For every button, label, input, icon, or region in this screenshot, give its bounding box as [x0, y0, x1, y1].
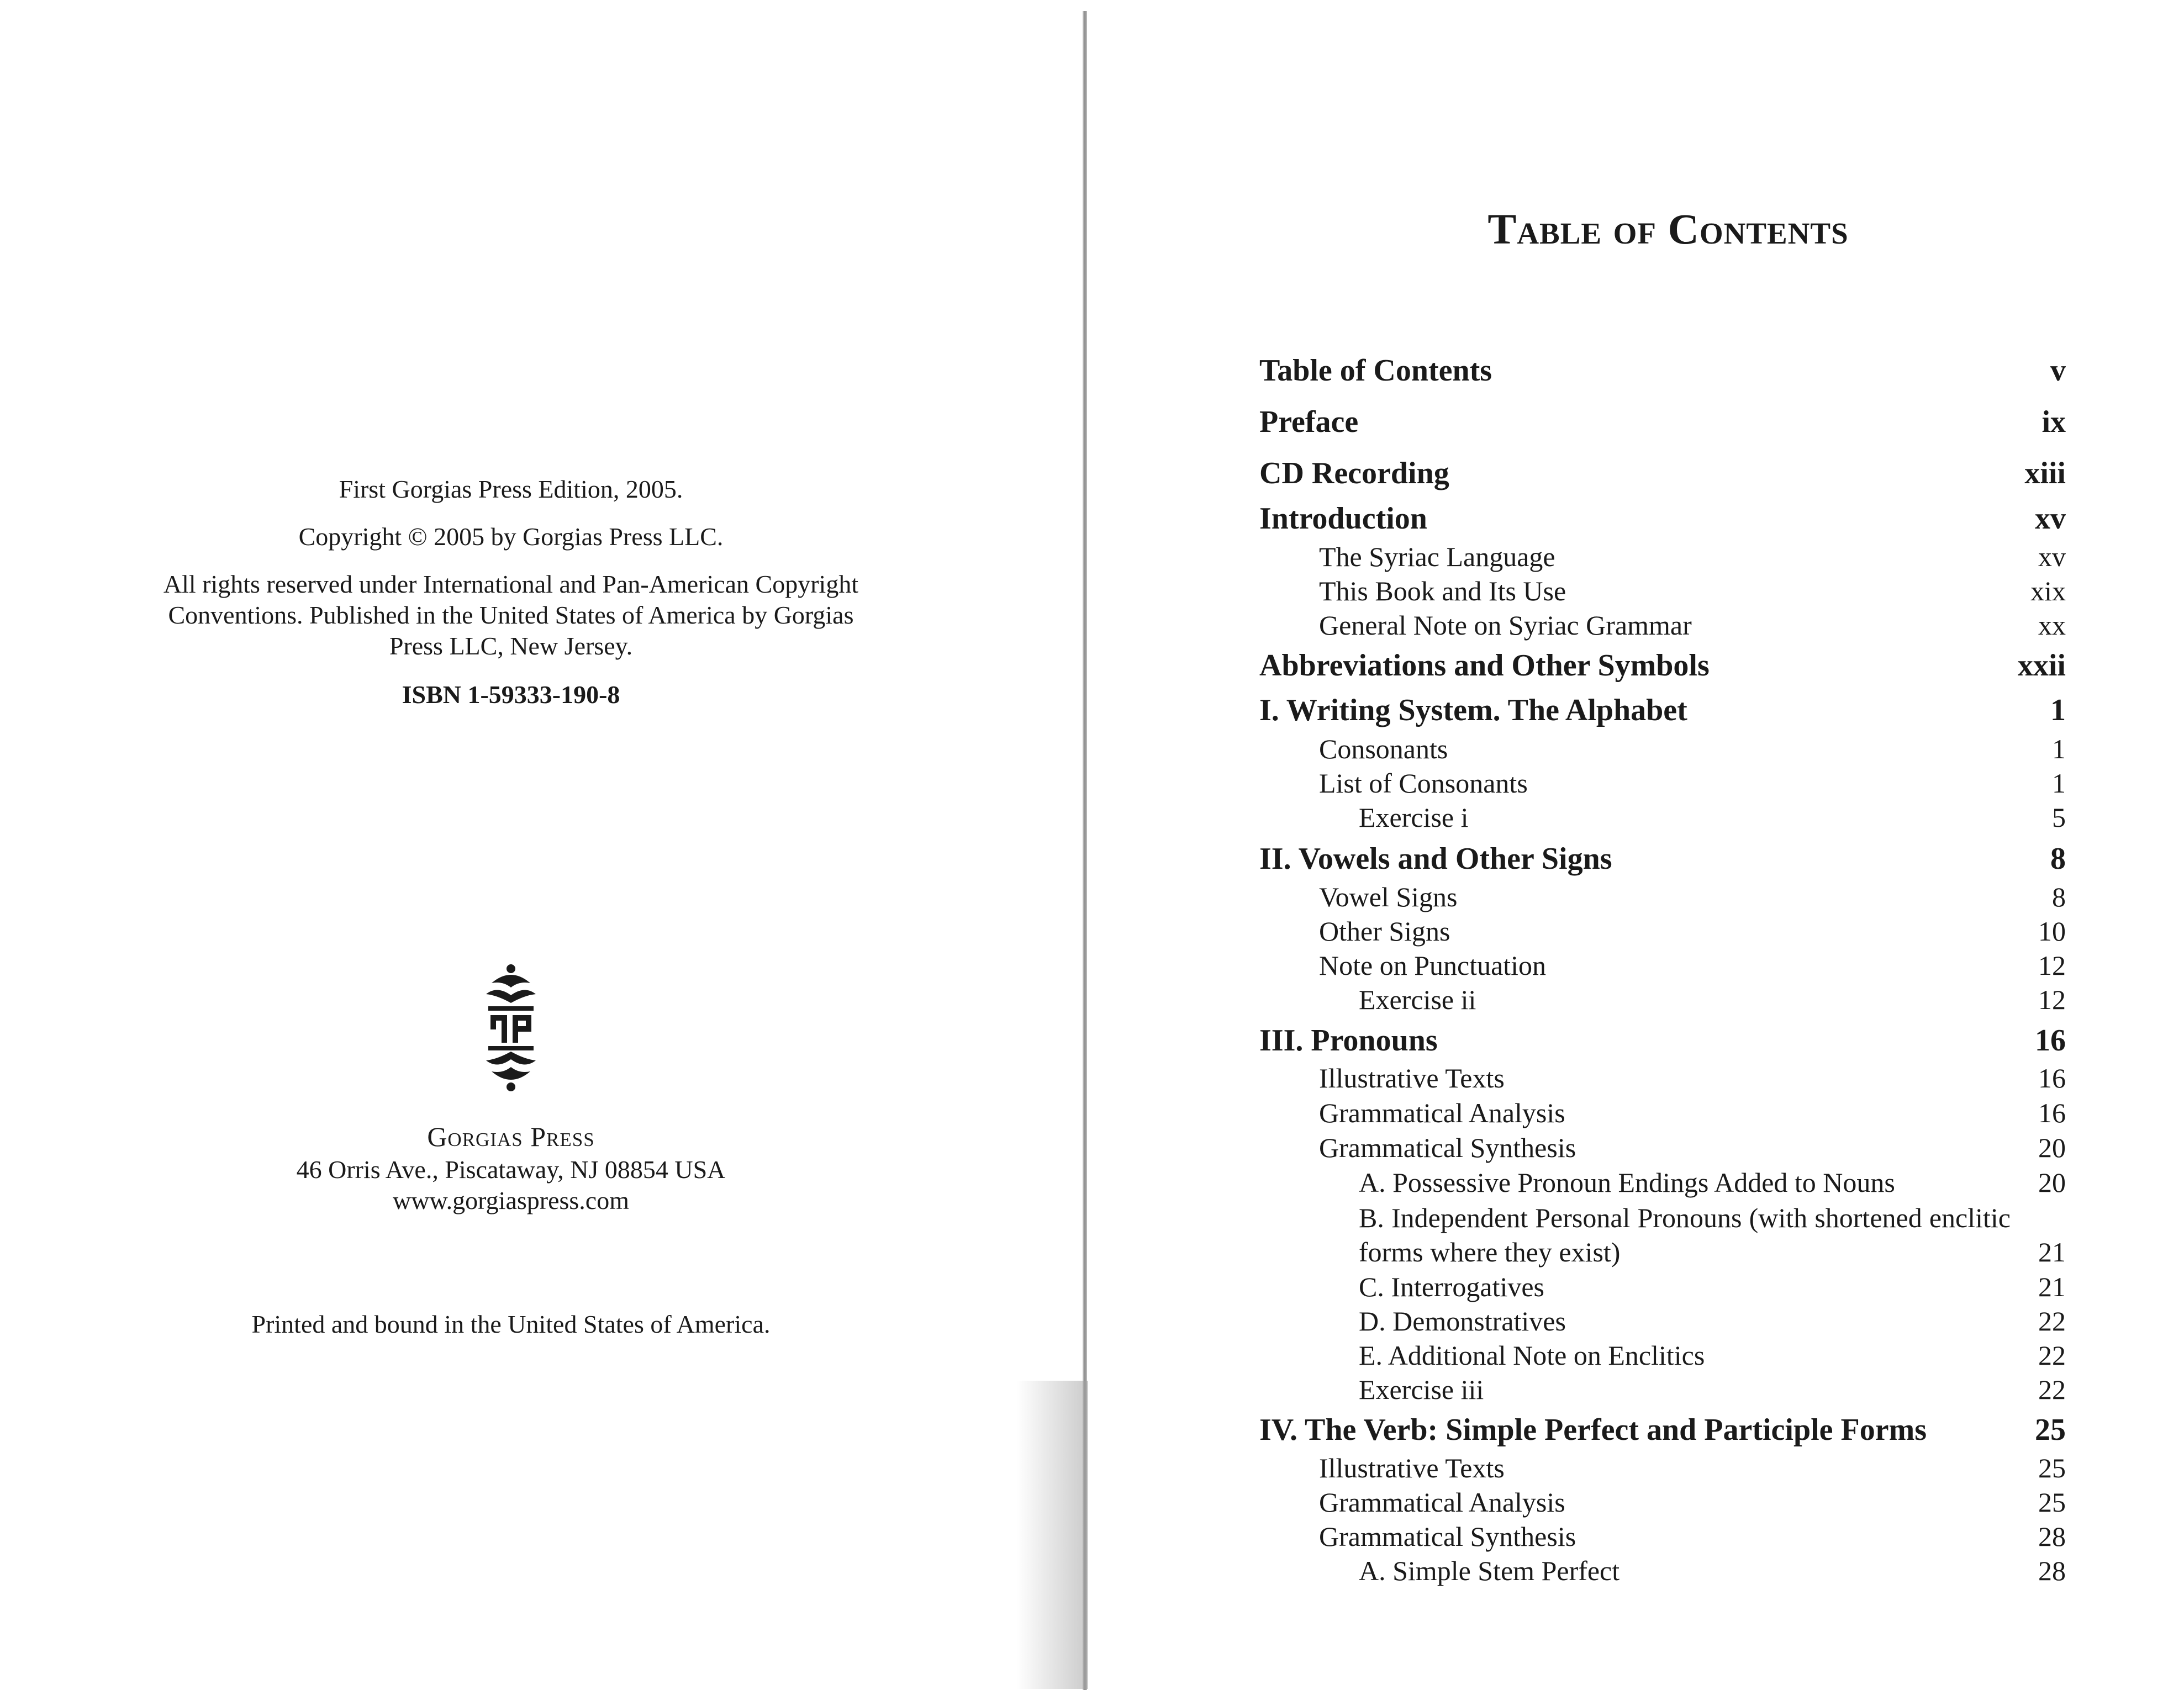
toc-entry-page: 20 — [2038, 1167, 2066, 1198]
toc-entry — [1259, 880, 2066, 915]
isbn: ISBN 1-59333-190-8 — [402, 680, 620, 709]
toc-entry-page: v — [2050, 353, 2066, 388]
toc-entry — [1259, 949, 2066, 983]
toc-entry — [1259, 1131, 2066, 1165]
toc-entry-label: C. Interrogatives — [1359, 1271, 1545, 1302]
toc-entry-label: Exercise ii — [1359, 984, 1476, 1015]
toc-entry-page: xx — [2038, 610, 2066, 641]
toc-entry — [1259, 801, 2066, 835]
toc-entry-page: 8 — [2052, 881, 2066, 912]
toc-entry — [1259, 648, 2066, 683]
toc-entry — [1259, 1305, 2066, 1339]
toc-entry — [1259, 1339, 2066, 1373]
toc-entry-label: Grammatical Analysis — [1319, 1487, 1565, 1518]
toc-entry — [1259, 574, 2066, 609]
page-title: Table of Contents — [1487, 205, 1849, 253]
toc-entry-page: 12 — [2038, 950, 2066, 981]
toc-entry-page: xiii — [2024, 456, 2066, 490]
toc-entry — [1259, 1270, 2066, 1305]
rights-line: Press LLC, New Jersey. — [389, 632, 633, 660]
toc-entry — [1259, 1166, 2066, 1200]
toc-entry-label: I. Writing System. The Alphabet — [1259, 693, 1687, 727]
toc-entry-label: Note on Punctuation — [1319, 950, 1547, 981]
rights-notice — [99, 569, 922, 662]
toc-entry-page: 22 — [2038, 1340, 2066, 1371]
toc-entry-label: Illustrative Texts — [1319, 1063, 1505, 1094]
toc-entry-label: Exercise iii — [1359, 1374, 1484, 1405]
toc-entry — [1259, 842, 2066, 876]
toc-entry-page: xv — [2035, 501, 2066, 536]
toc-entry-label: List of Consonants — [1319, 768, 1528, 799]
toc-entry-label: Vowel Signs — [1319, 881, 1458, 912]
toc-entry-page: 16 — [2038, 1063, 2066, 1094]
toc-entry-page: 28 — [2038, 1521, 2066, 1552]
toc-entry-label: II. Vowels and Other Signs — [1259, 842, 1612, 876]
toc-entry-page: 12 — [2038, 984, 2066, 1015]
toc-entry — [1259, 540, 2066, 574]
toc-entry — [1259, 1486, 2066, 1520]
toc-entry-label: B. Independent Personal Pronouns (with shortened enclitic forms where they exist) — [1359, 1202, 2011, 1268]
toc-entry — [1259, 501, 2066, 536]
toc-entry-label: Exercise i — [1359, 802, 1469, 833]
toc-entry-page: ix — [2041, 405, 2066, 439]
printed-notice: Printed and bound in the United States of America. — [251, 1310, 771, 1338]
rights-line: Conventions. Published in the United States of America by Gorgias — [168, 601, 854, 629]
toc-entry — [1259, 456, 2066, 490]
toc-entry-page: 1 — [2052, 733, 2066, 764]
gorgias-press-ornament-logo-icon — [481, 961, 541, 1094]
toc-entry-page: 22 — [2038, 1374, 2066, 1405]
toc-entry-page: xxii — [2017, 648, 2066, 683]
publisher-address: 46 Orris Ave., Piscataway, NJ 08854 USA — [296, 1155, 726, 1184]
toc-entry-page: 16 — [2038, 1097, 2066, 1128]
toc-entry — [1259, 1096, 2066, 1131]
toc-entry-label: A. Simple Stem Perfect — [1359, 1555, 1620, 1586]
copyright-line: Copyright © 2005 by Gorgias Press LLC. — [298, 522, 724, 551]
toc-entry-page: 25 — [2038, 1487, 2066, 1518]
publisher-name: Gorgias Press — [427, 1121, 595, 1152]
toc-entry — [1259, 1451, 2066, 1486]
toc-entry-label: D. Demonstratives — [1359, 1306, 1566, 1337]
toc-entry-page: 20 — [2038, 1132, 2066, 1163]
toc-entry-label: The Syriac Language — [1319, 541, 1555, 572]
toc-entry-label: General Note on Syriac Grammar — [1319, 610, 1692, 641]
toc-entry — [1259, 1201, 2066, 1269]
toc-entry-label: A. Possessive Pronoun Endings Added to Nouns — [1359, 1167, 1895, 1198]
toc-entry-page: 8 — [2050, 842, 2066, 876]
toc-entry-label: Introduction — [1259, 501, 1427, 536]
toc-entry-label: Table of Contents — [1259, 353, 1492, 388]
toc-entry — [1259, 1554, 2066, 1588]
toc-entry — [1259, 693, 2066, 727]
toc-entry — [1259, 353, 2066, 388]
toc-entry-page: 1 — [2050, 693, 2066, 727]
toc-entry — [1259, 1373, 2066, 1407]
toc-entry-page: 1 — [2052, 768, 2066, 799]
toc-entry-label: IV. The Verb: Simple Perfect and Participle Forms — [1259, 1413, 1927, 1447]
toc-entry-label: Illustrative Texts — [1319, 1453, 1505, 1483]
toc-entry-page: xix — [2030, 575, 2066, 606]
edition-line: First Gorgias Press Edition, 2005. — [339, 475, 683, 503]
toc-entry-page: 21 — [2038, 1271, 2066, 1302]
toc-entry-label: CD Recording — [1259, 456, 1449, 490]
toc-entry-label: III. Pronouns — [1259, 1023, 1438, 1058]
toc-entry-label: Grammatical Analysis — [1319, 1097, 1565, 1128]
toc-entry — [1259, 1023, 2066, 1058]
toc-entry-label: Grammatical Synthesis — [1319, 1521, 1576, 1552]
toc-entry-page: 22 — [2038, 1306, 2066, 1337]
toc-entry-page: 21 — [2038, 1237, 2066, 1268]
toc-entry-label: This Book and Its Use — [1319, 575, 1566, 606]
toc-entry-page: 10 — [2038, 916, 2066, 947]
toc-entry — [1259, 732, 2066, 767]
toc-entry — [1259, 1413, 2066, 1447]
copyright-page — [0, 0, 1083, 1689]
toc-entry-label: E. Additional Note on Enclitics — [1359, 1340, 1705, 1371]
rights-line: All rights reserved under International and Pan-American Copyright — [163, 570, 859, 598]
toc-entry — [1259, 915, 2066, 949]
toc-entry — [1259, 767, 2066, 801]
publisher-website: www.gorgiaspress.com — [393, 1186, 629, 1214]
toc-entry-page: 5 — [2052, 802, 2066, 833]
toc-entry — [1259, 1520, 2066, 1554]
toc-entry-label: Preface — [1259, 405, 1359, 439]
toc-entry — [1259, 983, 2066, 1017]
toc-entry-page: 28 — [2038, 1555, 2066, 1586]
toc-entry-label: Abbreviations and Other Symbols — [1259, 648, 1710, 683]
toc-entry-page: 25 — [2038, 1453, 2066, 1483]
toc-entry-page: 25 — [2035, 1413, 2066, 1447]
toc-entry — [1259, 609, 2066, 643]
toc-entry — [1259, 405, 2066, 439]
toc-entry-label: Grammatical Synthesis — [1319, 1132, 1576, 1163]
toc-entry-label: Other Signs — [1319, 916, 1450, 947]
toc-entry — [1259, 1061, 2066, 1096]
toc-entry-label: Consonants — [1319, 733, 1448, 764]
toc-entry-page: 16 — [2035, 1023, 2066, 1058]
toc-entry-page: xv — [2038, 541, 2066, 572]
